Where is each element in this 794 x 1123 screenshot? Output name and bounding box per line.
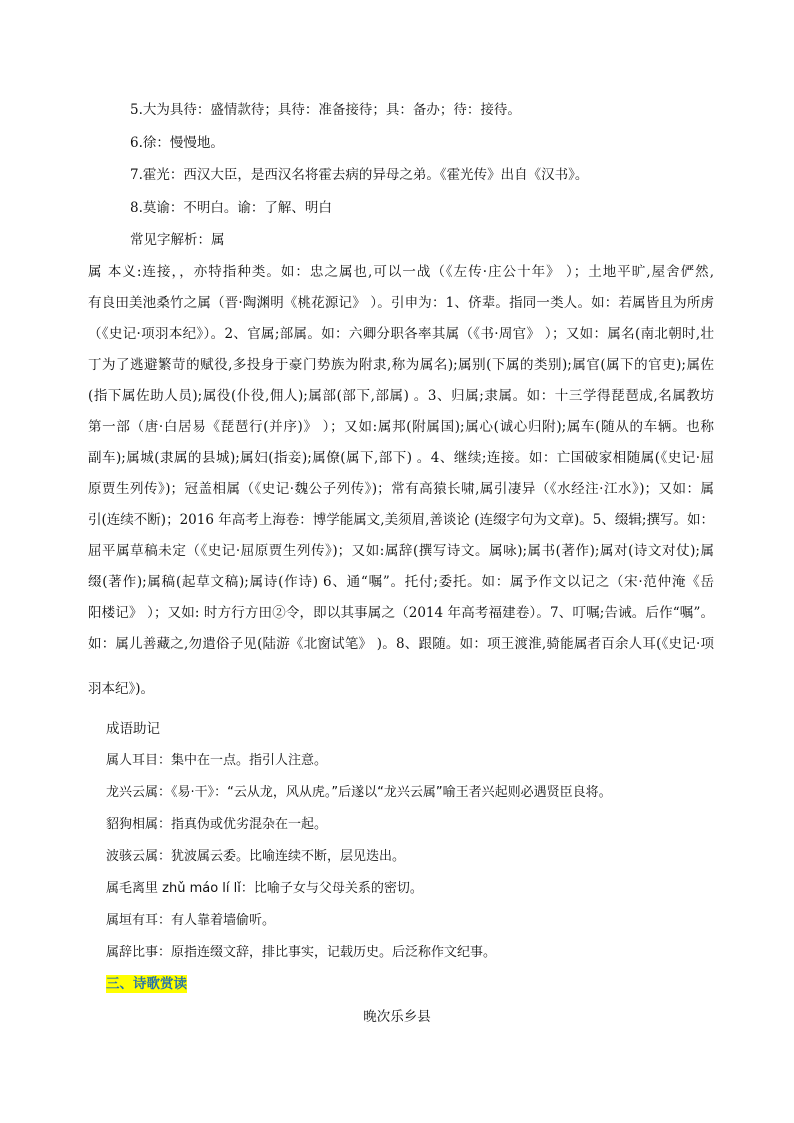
note-7: 7.霍光：西汉大臣，是西汉名将霍去病的异母之弟。《霍光传》出自《汉书》。 (130, 167, 589, 183)
explanation-line: 副车);属城(隶属的县城);属妇(指妾);属僚(属下,部下) 。4、继续;连接。如：亡国破家相随属(《史记·屈 (88, 450, 714, 466)
note-8: 8.莫谕：不明白。谕：了解、明白 (130, 200, 332, 216)
idiom-item: 波骇云属：犹波属云委。比喻连续不断，层见迭出。 (106, 849, 406, 864)
explanation-line: 缀(著作);属稿(起草文稿);属诗(作诗) 6、通“嘱”。托付;委托。如：属予作文以记之（宋·范仲淹《岳 (88, 574, 714, 590)
note-6: 6.徐：慢慢地。 (130, 135, 224, 151)
idioms-heading: 成语助记 (106, 721, 160, 737)
idiom-item: 貂狗相属：指真伪或优劣混杂在一起。 (106, 817, 328, 832)
explanation-line: 丁为了逃避繁苛的赋役,多投身于豪门势族为附隶,称为属名);属别(下属的类别);属官(属下的官吏);属佐 (88, 357, 714, 373)
explanation-line: 屈平属草稿未定（《史记·屈原贾生列传》)；又如:属辞(撰写诗文。属咏);属书(著作);属对(诗文对仗);属 (88, 543, 714, 559)
idiom-item: 属垣有耳：有人靠着墙偷听。 (106, 913, 276, 928)
explanation-line: 属 本义:连接，，亦特指种类。如：忠之属也,可以一战（《左传·庄公十年》 ）；土地平旷,屋舍俨然, (88, 264, 714, 280)
idiom-item: 属人耳目：集中在一点。指引人注意。 (106, 753, 328, 768)
idiom-item: 属毛离里 zhǔ máo lí lǐ：比喻子女与父母关系的密切。 (106, 881, 423, 896)
common-char-heading: 常见字解析：属 (130, 232, 225, 248)
explanation-line: 羽本纪》)。 (88, 681, 155, 697)
note-5: 5.大为具待：盛情款待；具待：准备接待；具：备办；待：接待。 (130, 102, 521, 118)
explanation-line: 引(连续不断)；2016 年高考上海卷：博学能属文,美须眉,善谈论 (连缀字句为文章)。5、缀辑;撰写。如： (88, 512, 714, 528)
explanation-line: 如：属儿善藏之,勿遣俗子见(陆游《北窗试笔》 )。8、跟随。如：项王渡淮,骑能属者百余人耳(《史记·项 (88, 636, 714, 652)
section-heading (106, 975, 187, 993)
section-heading-highlight: 三、诗歌赏读 (106, 976, 187, 992)
explanation-line: (指下属佐助人员);属役(仆役,佣人);属部(部下,部属) 。3、归属;隶属。如：十三学得琵琶成,名属教坊 (88, 388, 714, 404)
idiom-item: 属辞比事：原指连缀文辞，排比事实，记载历史。后泛称作文纪事。 (106, 945, 497, 960)
explanation-line: （《史记·项羽本纪》）。2、官属;部属。如：六卿分职各率其属（《书·周官》 ）；又如：属名(南北朝时,壮 (88, 326, 714, 342)
explanation-line: 有良田美池桑竹之属（晋·陶渊明《桃花源记》 ）。引申为：1、侪辈。指同一类人。如：若属皆且为所虏 (88, 295, 714, 311)
idiom-item: 龙兴云属：《易·干》：“云从龙，风从虎。”后遂以“龙兴云属”喻王者兴起则必遇贤臣良将。 (106, 785, 612, 800)
poem-title: 晚次乐乡县 (363, 1009, 431, 1025)
explanation-line: 原贾生列传》)；冠盖相属（《史记·魏公子列传》)；常有高猿长啸,属引凄异（《水经注·江水》)；又如：属 (88, 481, 714, 497)
explanation-line: 阳楼记》 ）；又如: 时方行方田②令，即以其事属之（2014 年高考福建卷）。7、叮嘱;告诫。后作“嘱”。 (88, 605, 714, 621)
explanation-line: 第一部（唐·白居易《琵琶行(并序)》 ）；又如:属邦(附属国);属心(诚心归附);属车(随从的车辆。也称 (88, 419, 714, 435)
